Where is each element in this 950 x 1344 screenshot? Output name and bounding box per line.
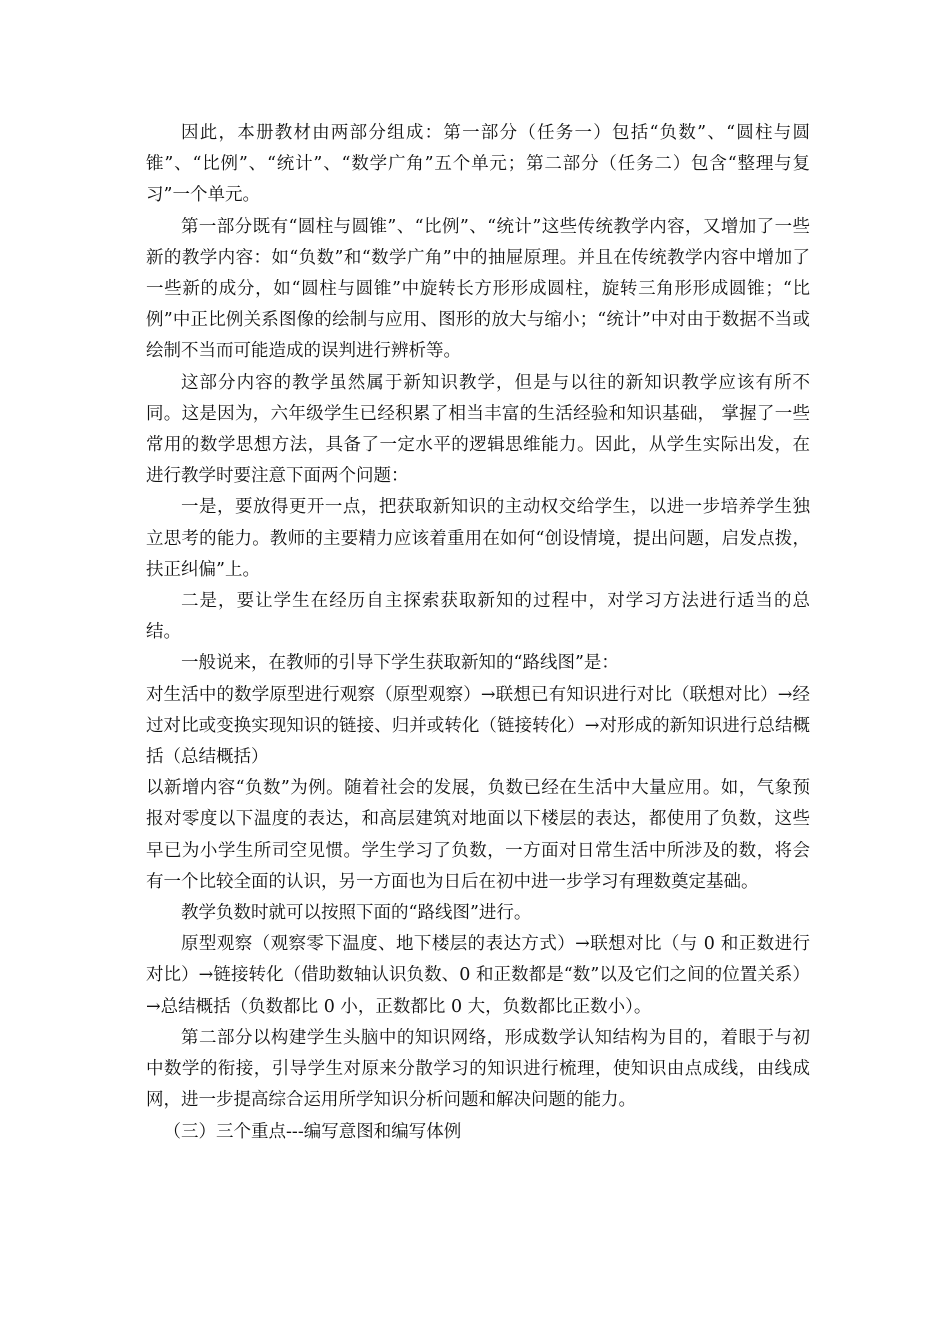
paragraph-negative-numbers-example: 以新增内容“负数”为例。随着社会的发展，负数已经在生活中大量应用。如，气象预报对零度以下温度的表达，和高层建筑对地面以下楼层的表达，都使用了负数，这些早已为小学生所司空见惯。学生学习了负数，一方面对日常生活中所涉及的数，将会有一个比较全面的认识，另一方面也为日后在初中进一步学习有理数奠定基础。 <box>146 778 810 892</box>
section-heading: （三）三个重点---编写意图和编写体例 <box>163 1121 462 1142</box>
paragraph-textbook-structure: 因此，本册教材由两部分组成：第一部分（任务一）包括“负数”、“圆柱与圆锥”、“比例”、“统计”、“数学广角”五个单元；第二部分（任务二）包含“整理与复习”一个单元。 <box>146 123 810 206</box>
document-body <box>146 118 810 1148</box>
paragraph-negative-roadmap: 原型观察（观察零下温度、地下楼层的表达方式）→联想对比（与 0 和正数进行对比）→链接转化（借助数轴认识负数、0 和正数都是“数”以及它们之间的位置关系）→总结概括（负数都比 0 小，正数都比 0 大，负数都比正数小）。 <box>146 934 810 1017</box>
paragraph-point-one: 一是，要放得更开一点，把获取新知识的主动权交给学生，以进一步培养学生独立思考的能力。教师的主要精力应该着重用在如何“创设情境，提出问题，启发点拨，扶正纠偏”上。 <box>146 497 810 580</box>
paragraph-part-two: 第二部分以构建学生头脑中的知识网络，形成数学认知结构为目的，着眼于与初中数学的衔接，引导学生对原来分散学习的知识进行梳理，使知识由点成线，由线成网，进一步提高综合运用所学知识分析问题和解决问题的能力。 <box>146 1027 810 1111</box>
paragraph-roadmap: 对生活中的数学原型进行观察（原型观察）→联想已有知识进行对比（联想对比）→经过对比或变换实现知识的链接、归并或转化（链接转化）→对形成的新知识进行总结概括（总结概括） <box>146 684 810 768</box>
paragraph-teaching-approach: 这部分内容的教学虽然属于新知识教学，但是与以往的新知识教学应该有所不同。这是因为，六年级学生已经积累了相当丰富的生活经验和知识基础， 掌握了一些常用的数学思想方法，具备了一定水平的逻辑思维能力。因此，从学生实际出发，在进行教学时要注意下面两个问题： <box>146 372 810 487</box>
paragraph-point-two: 二是，要让学生在经历自主探索获取新知的过程中，对学习方法进行适当的总结。 <box>146 591 810 643</box>
paragraph-part-one-content: 第一部分既有“圆柱与圆锥”、“比例”、“统计”这些传统教学内容，又增加了一些新的教学内容：如“负数”和“数学广角”中的抽屉原理。并且在传统教学内容中增加了一些新的成分，如“圆柱与圆锥”中旋转长方形形成圆柱，旋转三角形形成圆锥；“比例”中正比例关系图像的绘制与应用、图形的放大与缩小；“统计”中对由于数据不当或绘制不当而可能造成的误判进行辨析等。 <box>146 216 810 362</box>
paragraph-roadmap-intro: 一般说来，在教师的引导下学生获取新知的“路线图”是： <box>181 653 619 674</box>
paragraph-negative-roadmap-intro: 教学负数时就可以按照下面的“路线图”进行。 <box>181 903 532 924</box>
